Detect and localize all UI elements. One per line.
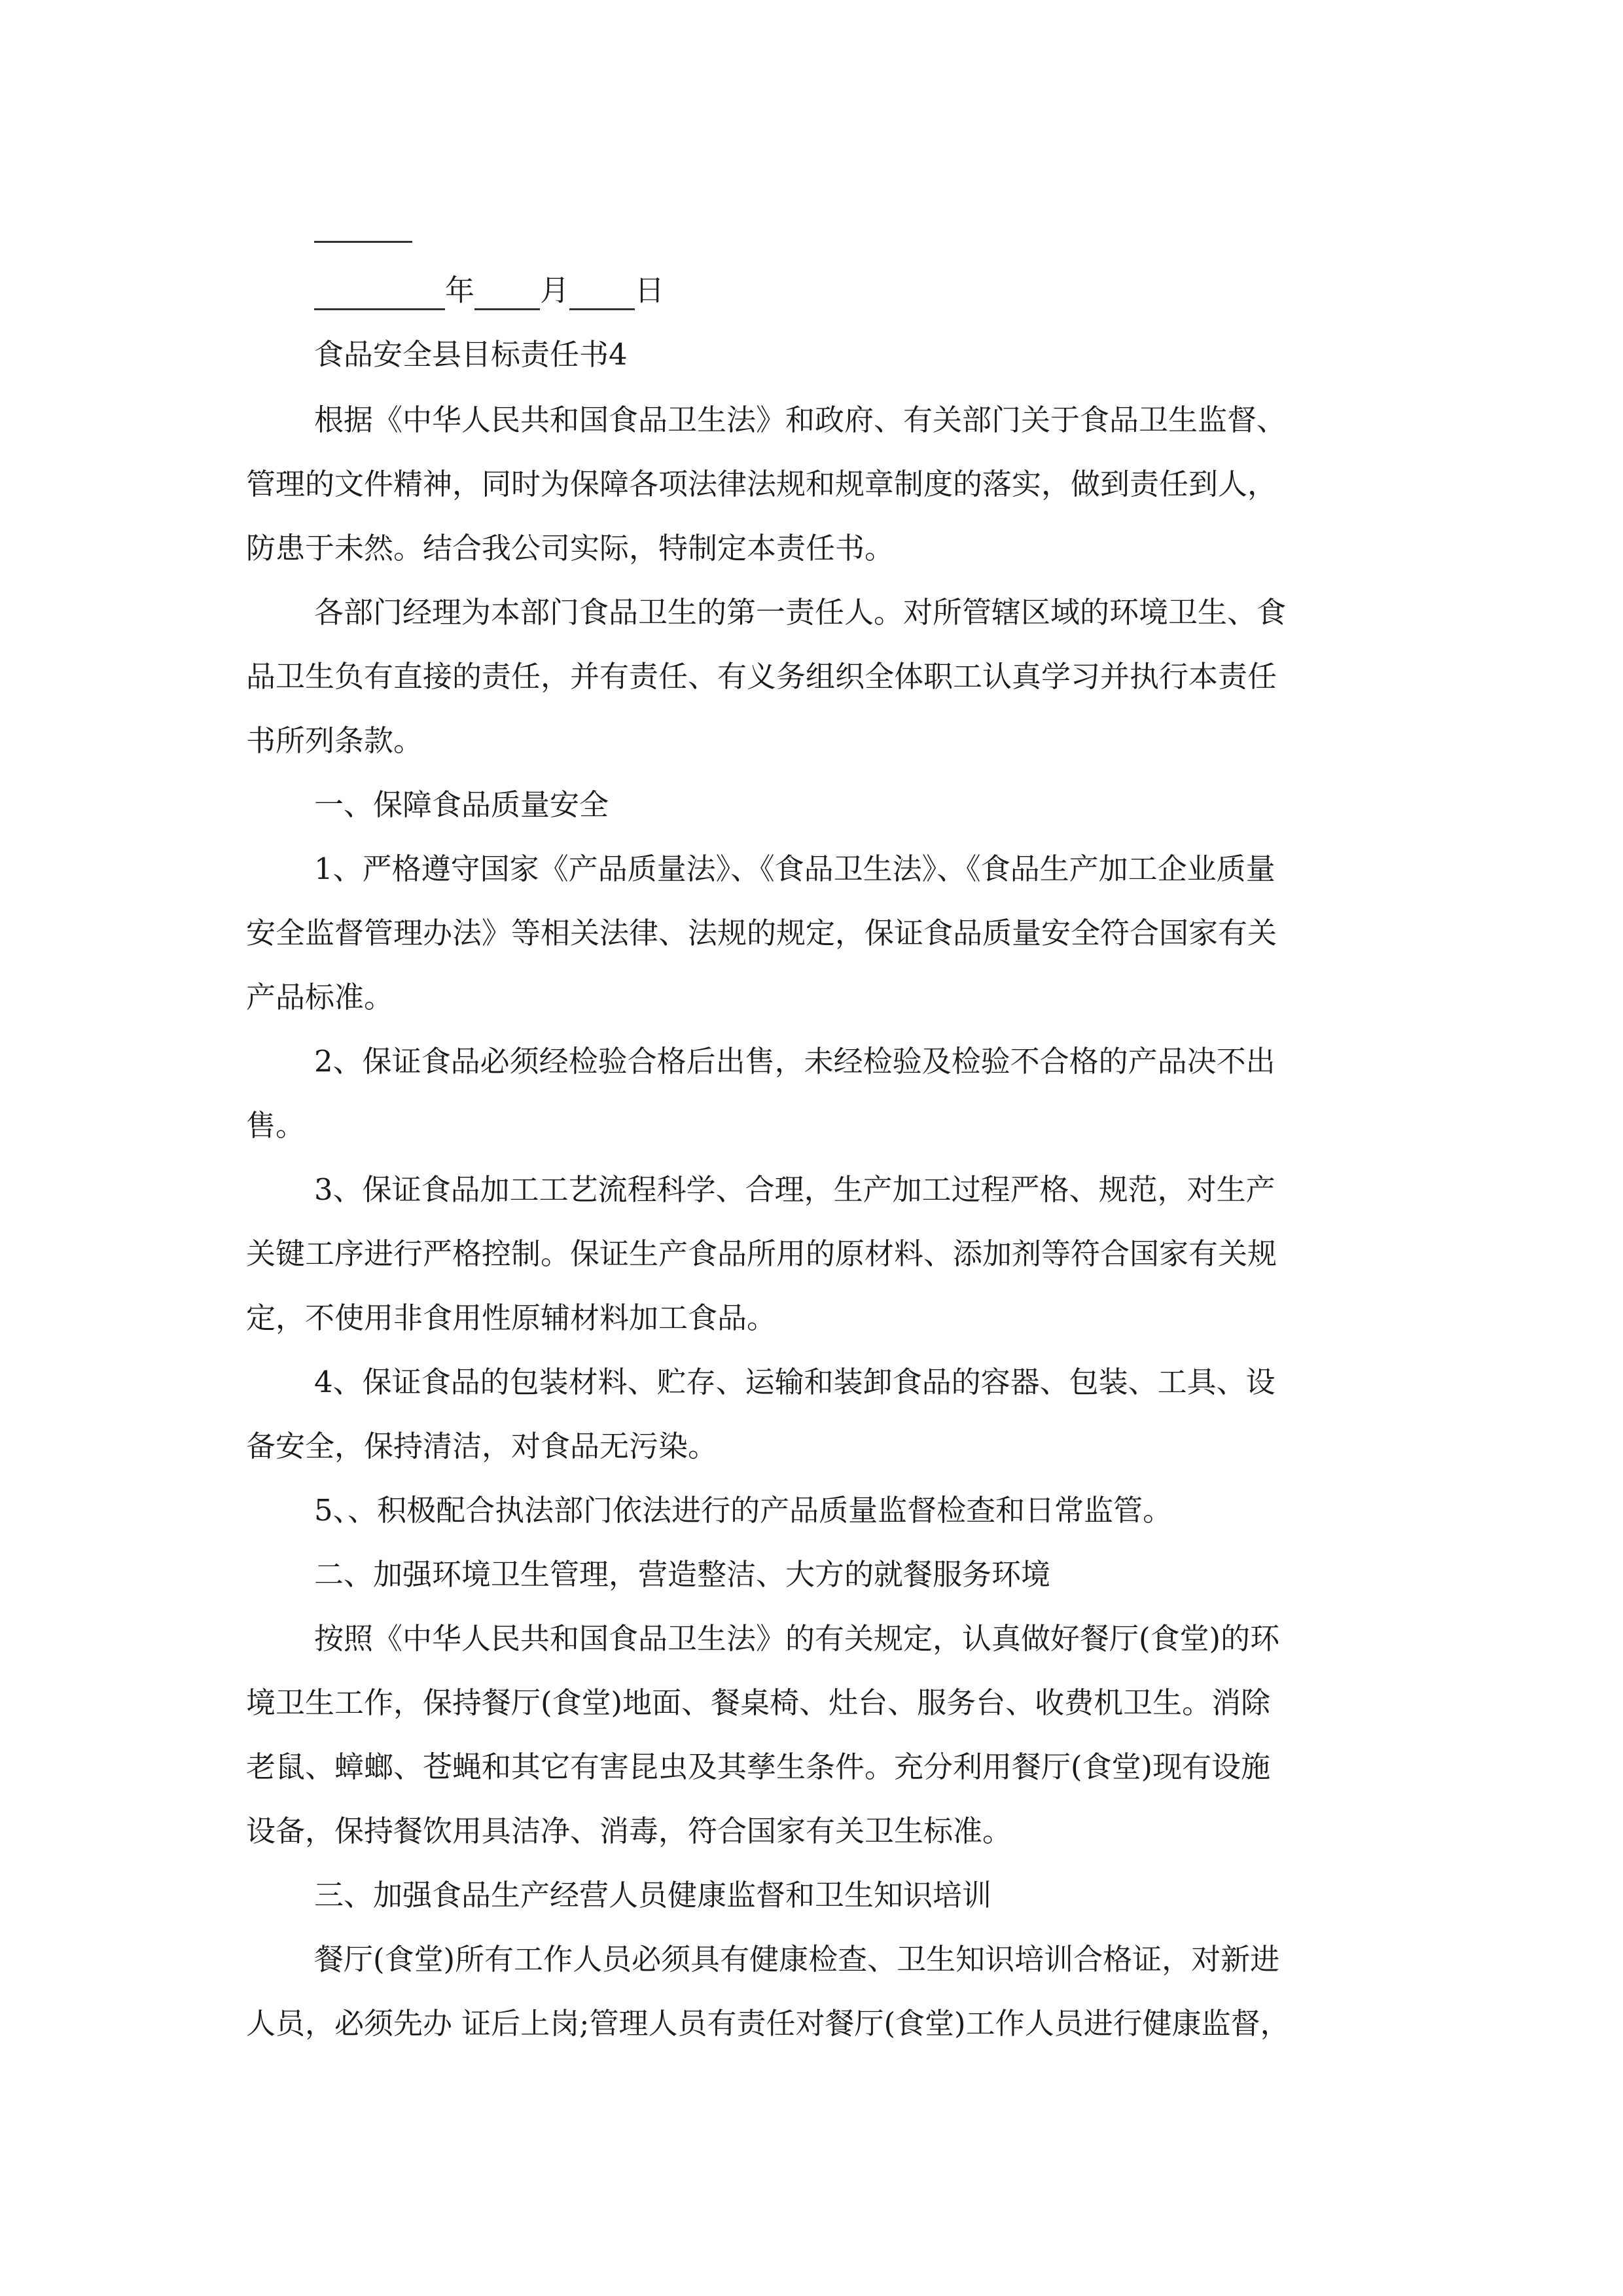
doc-title: 食品安全县目标责任书4 bbox=[314, 337, 628, 372]
paragraph-line: 产品标准。 bbox=[246, 980, 394, 1014]
paragraph-line: 5、、积极配合执法部门依法进行的产品质量监督检查和日常监管。 bbox=[314, 1493, 1173, 1528]
paragraph-line: 各部门经理为本部门食品卫生的第一责任人。对所管辖区域的环境卫生、食 bbox=[314, 595, 1287, 630]
month-label: 月 bbox=[540, 273, 570, 308]
paragraph-line: 书所列条款。 bbox=[246, 723, 423, 758]
signature-blank-line bbox=[314, 241, 412, 243]
paragraph-line: 按照《中华人民共和国食品卫生法》的有关规定，认真做好餐厅(食堂)的环 bbox=[314, 1621, 1280, 1656]
paragraph-line: 售。 bbox=[246, 1108, 306, 1143]
paragraph-line: 防患于未然。结合我公司实际，特制定本责任书。 bbox=[246, 531, 895, 565]
date-line bbox=[314, 271, 1394, 310]
paragraph-line: 根据《中华人民共和国食品卫生法》和政府、有关部门关于食品卫生监督、 bbox=[314, 403, 1287, 437]
section-heading: 一、保障食品质量安全 bbox=[314, 787, 609, 822]
paragraph-line: 2、保证食品必须经检验合格后出售，未经检验及检验不合格的产品决不出 bbox=[314, 1044, 1275, 1079]
paragraph-line: 品卫生负有直接的责任，并有责任、有义务组织全体职工认真学习并执行本责任 bbox=[246, 659, 1277, 694]
section-heading: 三、加强食品生产经营人员健康监督和卫生知识培训 bbox=[314, 1878, 992, 1912]
paragraph-line: 境卫生工作，保持餐厅(食堂)地面、餐桌椅、灶台、服务台、收费机卫生。消除 bbox=[246, 1685, 1271, 1720]
paragraph-line: 定，不使用非食用性原辅材料加工食品。 bbox=[246, 1300, 777, 1335]
paragraph-line: 设备，保持餐饮用具洁净、消毒，符合国家有关卫生标准。 bbox=[246, 1814, 1012, 1848]
year-label: 年 bbox=[445, 273, 475, 308]
paragraph-line: 安全监督管理办法》等相关法律、法规的规定，保证食品质量安全符合国家有关 bbox=[246, 916, 1277, 950]
paragraph-line: 备安全，保持清洁，对食品无污染。 bbox=[246, 1429, 718, 1463]
paragraph-line: 关键工序进行严格控制。保证生产食品所用的原材料、添加剂等符合国家有关规 bbox=[246, 1236, 1277, 1271]
paragraph-line: 3、保证食品加工工艺流程科学、合理，生产加工过程严格、规范，对生产 bbox=[314, 1172, 1275, 1207]
paragraph-line: 人员，必须先办 证后上岗;管理人员有责任对餐厅(食堂)工作人员进行健康监督， bbox=[246, 2006, 1290, 2041]
paragraph-line: 管理的文件精神，同时为保障各项法律法规和规章制度的落实，做到责任到人， bbox=[246, 467, 1277, 501]
paragraph-line: 1、严格遵守国家《产品质量法》、《食品卫生法》、《食品生产加工企业质量 bbox=[314, 852, 1275, 886]
month-blank bbox=[474, 278, 540, 310]
paragraph-line: 老鼠、蟑螂、苍蝇和其它有害昆虫及其孳生条件。充分利用餐厅(食堂)现有设施 bbox=[246, 1749, 1271, 1784]
day-blank bbox=[569, 278, 635, 310]
paragraph-line: 4、保证食品的包装材料、贮存、运输和装卸食品的容器、包装、工具、设 bbox=[314, 1365, 1275, 1399]
year-blank bbox=[314, 278, 445, 310]
day-label: 日 bbox=[635, 273, 665, 308]
paragraph-line: 餐厅(食堂)所有工作人员必须具有健康检查、卫生知识培训合格证，对新进 bbox=[314, 1942, 1280, 1977]
section-heading: 二、加强环境卫生管理，营造整洁、大方的就餐服务环境 bbox=[314, 1557, 1051, 1592]
